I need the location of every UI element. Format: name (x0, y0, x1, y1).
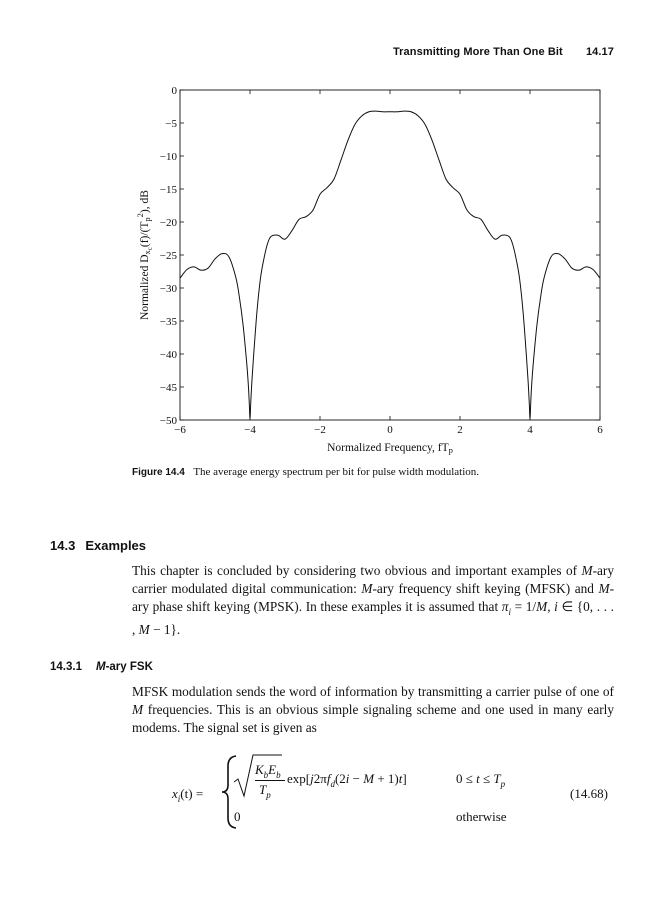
equation-expression: $\exp[j2\pi f_d(2i - M + 1)t]$ (287, 771, 407, 789)
x-tick-label: −4 (244, 424, 256, 436)
equation-14-68 (0, 752, 664, 832)
page-number: 14.17 (585, 46, 614, 58)
x-tick-label: −2 (314, 424, 326, 436)
x-tick-labels (174, 424, 603, 436)
subsection-title-m: M (95, 661, 106, 673)
y-tick-labels (160, 85, 178, 427)
figure-label: Figure 14.4 (132, 467, 185, 478)
figure-caption (132, 466, 479, 478)
y-tick-label: 0 (171, 85, 177, 97)
y-tick-label: −40 (159, 349, 177, 361)
y-tick-label: −35 (159, 316, 177, 328)
x-tick-label: −6 (174, 424, 186, 436)
x-axis-label: Normalized Frequency, fTp (327, 442, 453, 455)
y-tick-label: −20 (159, 217, 177, 229)
y-tick-label: −50 (159, 415, 177, 427)
y-tick-label: −5 (165, 118, 177, 130)
fraction-numerator: $K_bE_b$ (255, 762, 281, 780)
subsection-paragraph: MFSK modulation sends the word of information by transmitting a carrier pulse of one of M frequencies. This is an obvious simple signaling scheme and one used in many early modems. The signal set is given as (132, 684, 614, 735)
x-tick-label: 6 (597, 424, 603, 436)
fraction-denominator: $T_p$ (259, 782, 271, 800)
subsection-heading (50, 661, 153, 673)
x-tick-label: 4 (527, 424, 533, 436)
subsection-number: 14.3.1 (50, 661, 82, 673)
case-2-value: 0 (234, 809, 241, 824)
section-paragraph: This chapter is concluded by considering two obvious and important examples of M-ary carrier modulated digital communication: M-ary frequency shift keying (MFSK) and M-ary phase shift keying (MPSK). In these examples it is assumed that $\pi_i = 1/M$, i ∈ {0, . . . , M − 1}. (132, 563, 615, 637)
y-axis-label: Normalized Dxc(f)/(Tp$^2$), dB (135, 190, 154, 320)
condition-1: $0 \le t \le T_p$ (456, 771, 506, 789)
fraction-bar (255, 780, 285, 781)
equation-lhs: $x_i(t)$ = (172, 786, 204, 804)
axis-ticks (180, 90, 600, 420)
y-tick-label: −45 (159, 382, 177, 394)
section-number: 14.3 (50, 538, 76, 553)
section-title: Examples (85, 538, 147, 553)
plot-frame (180, 90, 600, 420)
subsection-title: -ary FSK (105, 661, 153, 673)
running-head-title: Transmitting More Than One Bit (392, 46, 563, 58)
y-tick-label: −15 (159, 184, 177, 196)
equation-number: (14.68) (570, 786, 608, 801)
y-tick-label: −10 (159, 151, 177, 163)
x-tick-label: 2 (457, 424, 463, 436)
x-tick-label: 0 (387, 424, 393, 436)
series-line (180, 111, 600, 420)
y-tick-label: −25 (159, 250, 177, 262)
y-tick-label: −30 (159, 283, 177, 295)
figure-caption-text: The average energy spectrum per bit for pulse width modulation. (193, 466, 480, 478)
section-heading (50, 538, 146, 553)
condition-2: otherwise (456, 809, 507, 824)
